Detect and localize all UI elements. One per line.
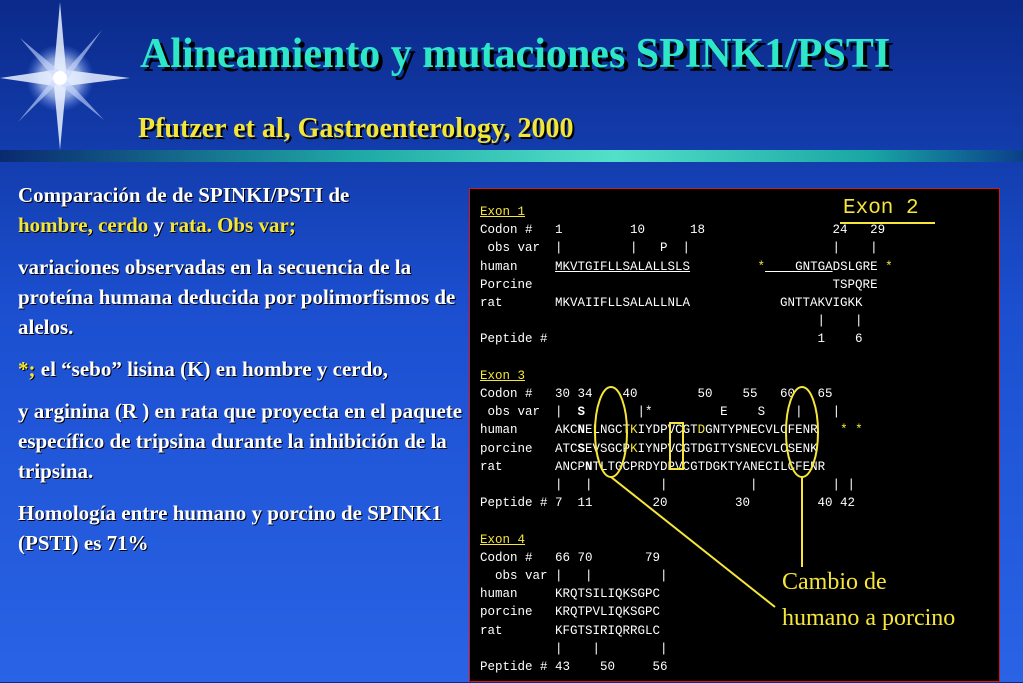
species-rat-obsvar: rata. Obs var; bbox=[169, 213, 296, 237]
alignment-panel bbox=[469, 188, 1000, 682]
exon1-human-star: * bbox=[690, 259, 766, 274]
paragraph-comparison bbox=[18, 180, 468, 240]
exon3-porcine-a: porcine ATC bbox=[480, 441, 578, 456]
paragraph-variations: variaciones observadas en la secuencia de la proteína humana deducida por polimorfismos de alelos. bbox=[18, 255, 456, 339]
exon1-human-seq: MKVTGIFLLSALALLSLS bbox=[555, 259, 691, 274]
exon3-obs-s: S bbox=[577, 405, 586, 420]
exon3-porcine-c: IYNPVCGTDGITYSNECVLCSENK bbox=[637, 441, 818, 456]
exon2-label: Exon 2 bbox=[843, 197, 919, 220]
exon1-codon-row: Codon # 1 10 18 24 29 bbox=[480, 223, 886, 238]
exon3-rat-n: N bbox=[585, 459, 593, 474]
highlight-box-k bbox=[670, 423, 683, 469]
exon3-human-e: GNTYPNECVLCFENR bbox=[705, 423, 818, 438]
exon3-obs-b: |* E S | | bbox=[585, 405, 841, 420]
paragraph-lysine bbox=[18, 354, 468, 384]
exon3-human-n: N bbox=[577, 423, 586, 438]
description-text bbox=[18, 180, 468, 570]
header-divider bbox=[0, 150, 1023, 162]
exon3-human-c: IYDPVCGT bbox=[637, 423, 698, 438]
highlight-ellipse-55 bbox=[786, 387, 818, 477]
star-marker: *; bbox=[18, 357, 36, 381]
exon4-porcine-row: porcine KRQTPVLIQKSGPC bbox=[480, 605, 661, 620]
exon3-porcine-k: K bbox=[630, 441, 638, 456]
exon3-human-k: K bbox=[630, 423, 638, 438]
exon3-bars-row: | | | | | | bbox=[480, 478, 856, 493]
exon4-label: Exon 4 bbox=[480, 532, 526, 547]
exon4-human-row: human KRQTSILIQKSGPC bbox=[480, 587, 661, 602]
exon1-rat-row: rat MKVAIIFLLSALALLNLA GNTTAKVIGKK bbox=[480, 296, 863, 311]
lysine-text: el “sebo” lisina (K) en hombre y cerdo, bbox=[35, 357, 389, 381]
exon4-codon-row: Codon # 66 70 79 bbox=[480, 550, 661, 565]
exon1-porcine-row: Porcine TSPQRE bbox=[480, 277, 878, 292]
slide-title: Alineamiento y mutaciones SPINK1/PSTI bbox=[140, 31, 891, 77]
exon1-bars-row: | | bbox=[480, 314, 863, 329]
exon4-peptide-row: Peptide # 43 50 56 bbox=[480, 660, 668, 675]
exon4-bars-row: | | | bbox=[480, 641, 668, 656]
exon3-rat-a: rat ANCP bbox=[480, 459, 586, 474]
exon1-label: Exon 1 bbox=[480, 205, 526, 219]
exon1-peptide-row: Peptide # 1 6 bbox=[480, 332, 863, 347]
change-note: Cambio de humano a porcino bbox=[782, 569, 956, 631]
comparison-intro: Comparación de de SPINKI/PSTI de bbox=[18, 183, 350, 207]
exon3-codon-row: Codon # 30 34 40 50 55 60 65 bbox=[480, 387, 833, 402]
exon1-obs-row: obs var | | P | | | bbox=[480, 241, 878, 256]
exon1-human-label: human bbox=[480, 259, 556, 274]
paragraph-homology: Homología entre humano y porcino de SPINK1 (PSTI) es 71% bbox=[18, 501, 442, 555]
paragraph-arginine: y arginina (R ) en rata que proyecta en el paquete específico de tripsina durante la inhibición de la tripsina. bbox=[18, 399, 463, 483]
exon3-porcine-b: EVSGCP bbox=[585, 441, 631, 456]
species-human-pig: hombre, cerdo bbox=[18, 213, 149, 237]
exon3-human-stars: * * bbox=[817, 423, 863, 438]
exon1-human-rest: DSLGRE bbox=[832, 259, 886, 274]
highlight-ellipse-34 bbox=[595, 387, 627, 477]
exon1-human-star2: * bbox=[885, 259, 893, 274]
exon3-human-b: ELNGCT bbox=[585, 423, 631, 438]
exon1-human-exon2: GNTGA bbox=[765, 259, 833, 274]
exon3-human-a: human AKC bbox=[480, 423, 578, 438]
exon4-obs-row: obs var | | | bbox=[480, 569, 668, 584]
conjunction: y bbox=[148, 213, 170, 237]
exon3-obs-a: obs var | bbox=[480, 405, 578, 420]
exon3-rat-b: TLTGCPRDYDPVCGTDGKTYANECILCFENR bbox=[592, 459, 826, 474]
pointer-line-left bbox=[611, 477, 775, 607]
sparkle-star-icon bbox=[0, 0, 130, 150]
exon4-rat-row: rat KFGTSIRIQRRGLC bbox=[480, 623, 661, 638]
exon3-porcine-s: S bbox=[577, 441, 586, 456]
slide-subtitle: Pfutzer et al, Gastroenterology, 2000 bbox=[138, 113, 574, 144]
exon3-label: Exon 3 bbox=[480, 368, 526, 383]
exon3-peptide-row: Peptide # 7 11 20 30 40 42 bbox=[480, 496, 856, 511]
exon3-human-d: D bbox=[697, 423, 706, 438]
